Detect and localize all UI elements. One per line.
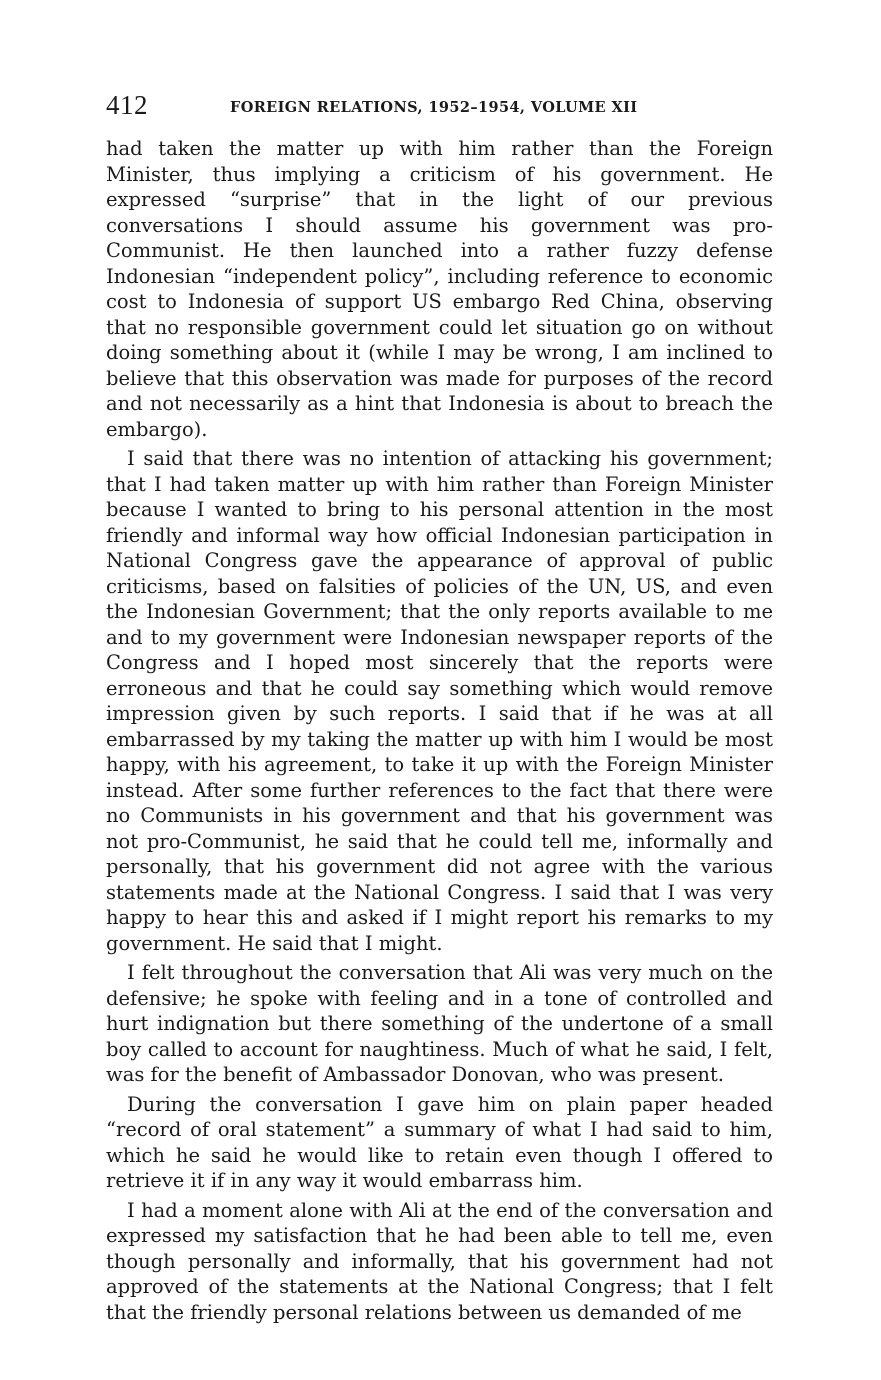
page-number: 412 bbox=[106, 90, 148, 120]
paragraph: I had a moment alone with Ali at the end of the conversation and expressed my satisfaction that he had been able to tell me, even though personally and informally, that his government had not approved of the statements at the National Congress; that I felt that the friendly personal relations between us demanded of me bbox=[106, 1198, 773, 1324]
document-page bbox=[106, 88, 773, 1329]
paragraph: I felt throughout the conversation that Ali was very much on the defensive; he spoke with feeling and in a tone of controlled and hurt indignation but there something of the undertone of a small boy called to account for naughtiness. Much of what he said, I felt, was for the benefit of Ambassador Donovan, who was present. bbox=[106, 961, 773, 1086]
paragraph: I said that there was no intention of attacking his government; that I had taken matter up with him rather than Foreign Minister because I wanted to bring to his personal attention in the most friendly and informal way how official Indonesian participation in National Congress gave the appearance of approval of public criticisms, based on falsities of policies of the UN, US, and even the Indonesian Government; that the only reports available to me and to my government were Indonesian newspaper reports of the Congress and I hoped most sincerely that the reports were erroneous and that he could say something which would remove impression given by such reports. I said that if he was at all embarrassed by my taking the matter up with him I would be most happy, with his agreement, to take it up with the Foreign Minister instead. After some further references to the fact that there were no Communists in his government and that his government was not pro-Communist, he said that he could tell me, informally and personally, that his government did not agree with the various statements made at the National Congress. I said that I was very happy to hear this and asked if I might report his remarks to my government. He said that I might. bbox=[106, 447, 773, 955]
body-text bbox=[106, 136, 773, 1325]
paragraph: had taken the matter up with him rather than the Foreign Minister, thus implying a criticism of his government. He expressed “surprise” that in the light of our previous conversations I should assume his government was pro-Communist. He then launched into a rather fuzzy defense Indonesian “independent policy”, including reference to economic cost to Indonesia of support US embargo Red China, observing that no responsible government could let situation go on without doing something about it (while I may be wrong, I am inclined to believe that this observation was made for purposes of the record and not necessarily as a hint that Indonesia is about to breach the embargo). bbox=[106, 137, 773, 441]
paragraph: During the conversation I gave him on plain paper headed “record of oral statement” a summary of what I had said to him, which he said he would like to retain even though I offered to retrieve it if in any way it would embarrass him. bbox=[106, 1092, 773, 1192]
running-head bbox=[106, 88, 773, 124]
running-title: FOREIGN RELATIONS, 1952–1954, VOLUME XII bbox=[230, 99, 638, 116]
